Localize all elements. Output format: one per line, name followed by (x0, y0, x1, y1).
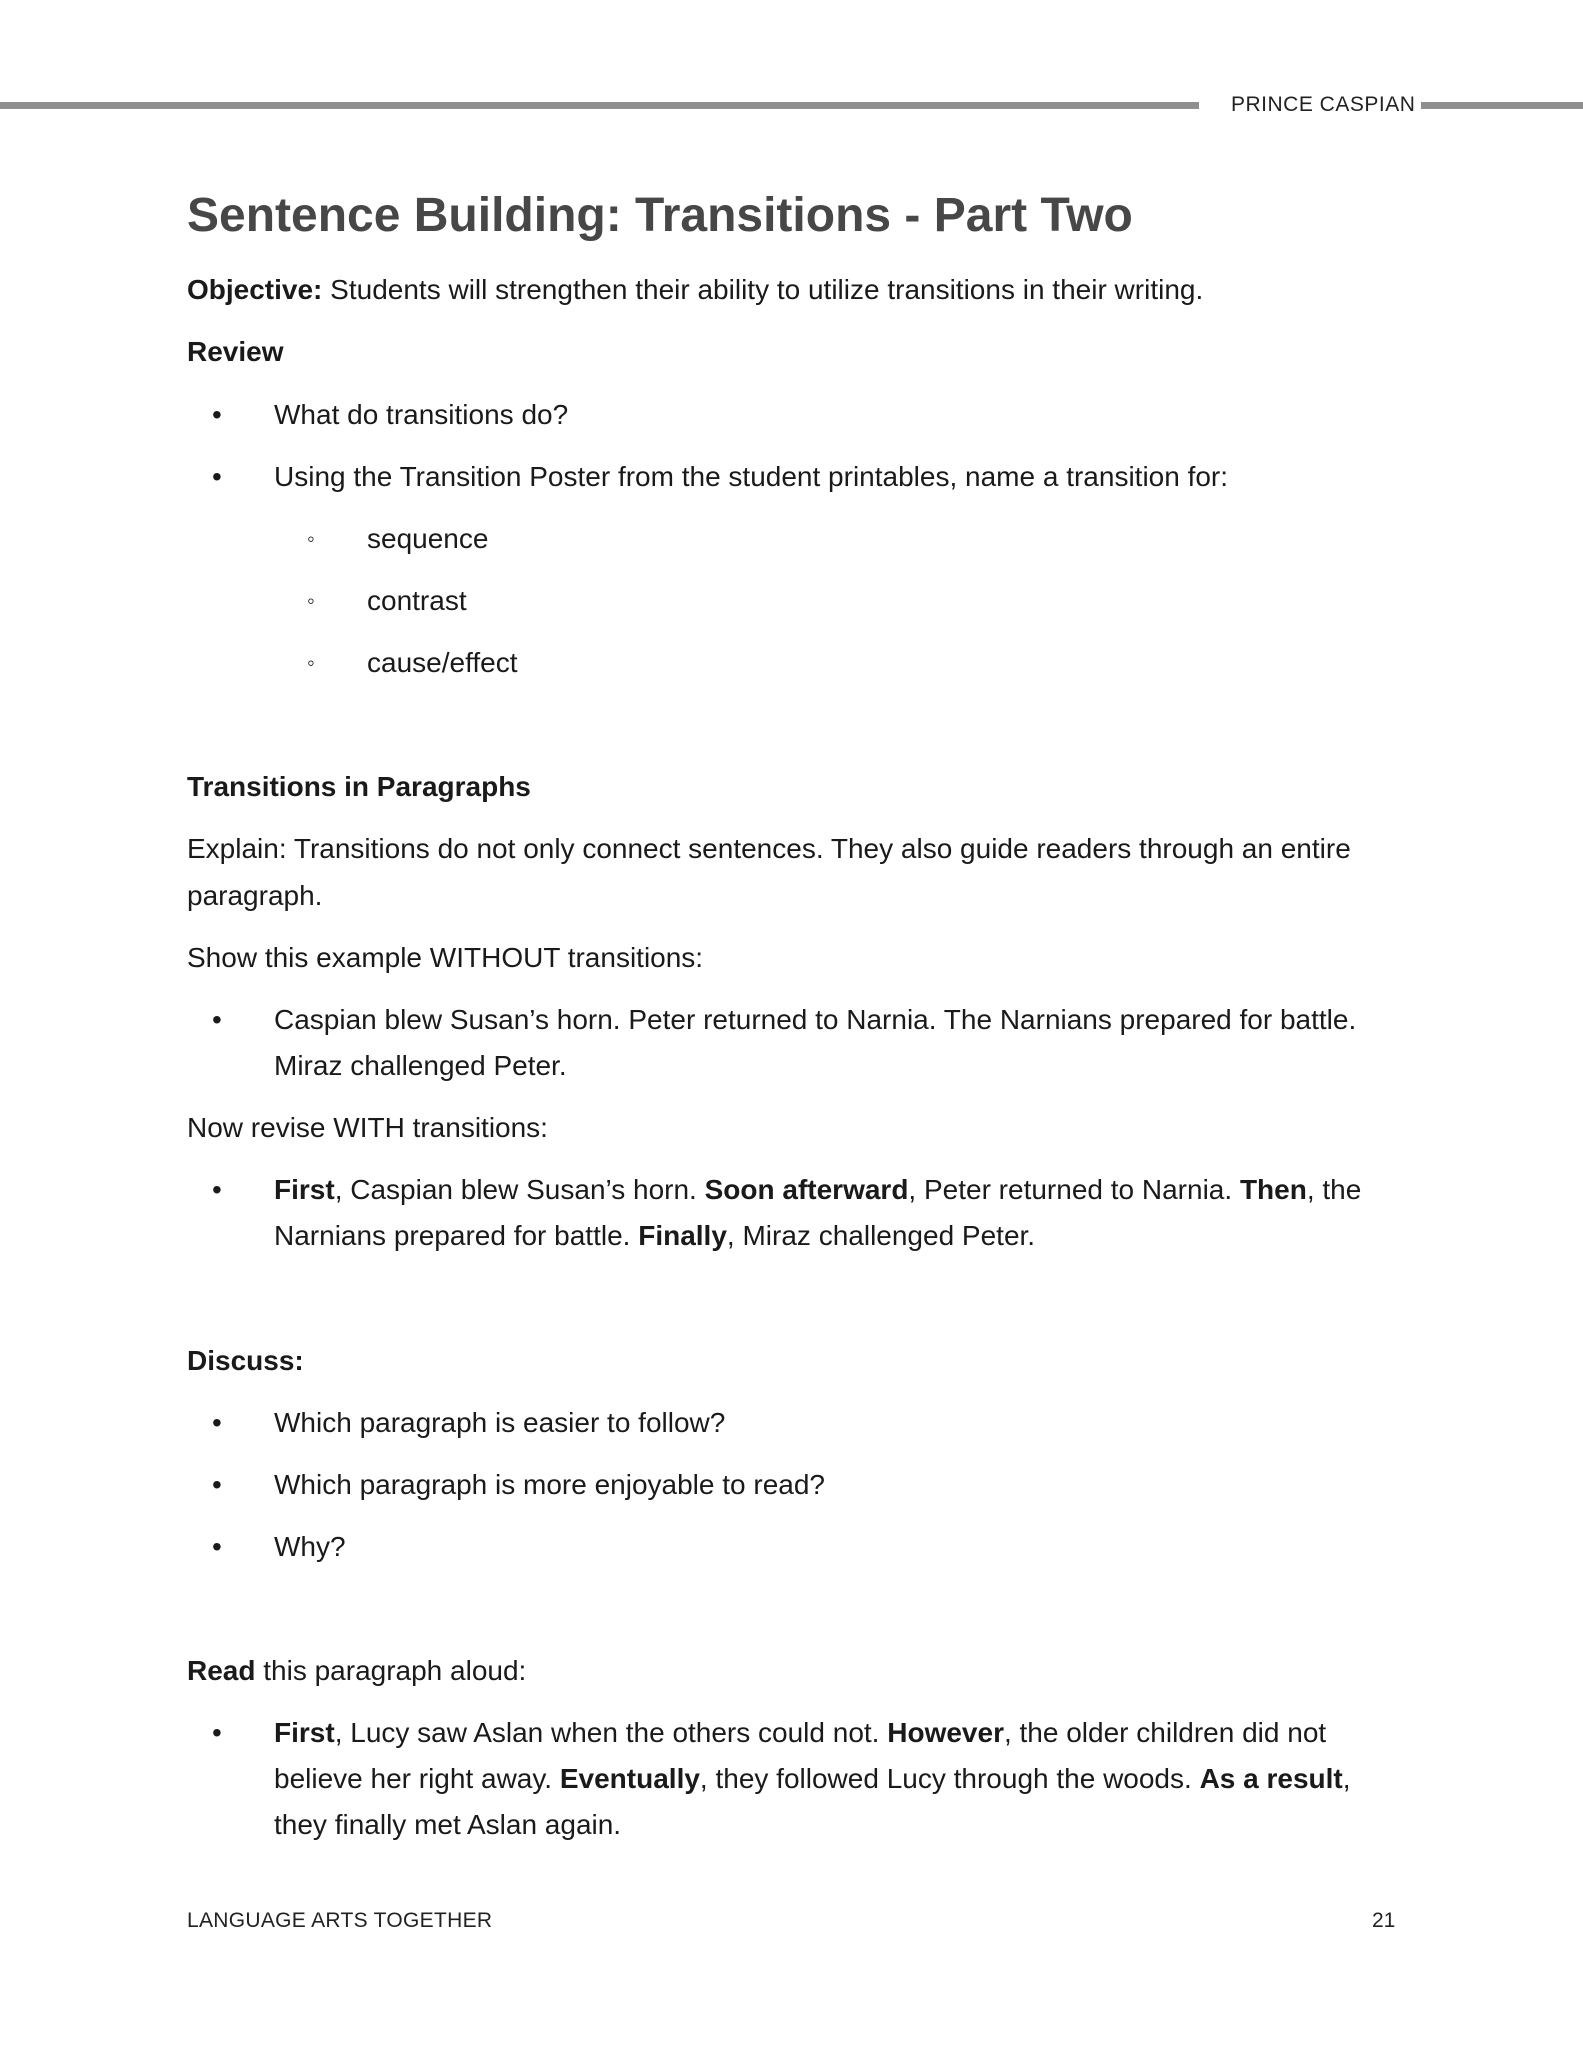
read-paragraph-line-2 (274, 1756, 1399, 1802)
show-without-line: Show this example WITHOUT transitions: (187, 942, 704, 973)
bullet-marker: • (212, 399, 222, 430)
discuss-heading: Discuss: (187, 1345, 304, 1376)
with-example (274, 1167, 1399, 1259)
bullet-marker: • (212, 1004, 222, 1035)
review-sub-item: contrast (367, 585, 467, 616)
read-text: this paragraph aloud: (255, 1655, 527, 1686)
review-sub-item: sequence (367, 523, 489, 554)
transition-word: First (274, 1174, 335, 1205)
paragraphs-heading: Transitions in Paragraphs (187, 771, 531, 802)
review-bullet-1: What do transitions do? (274, 399, 569, 430)
transition-word: First (274, 1717, 335, 1748)
example-text: , (1342, 1763, 1351, 1794)
without-example-line-1: Caspian blew Susan’s horn. Peter returned to Narnia. The Narnians prepared for battle. (274, 1004, 1357, 1035)
header-rule-right (1421, 102, 1583, 109)
discuss-item: Which paragraph is easier to follow? (274, 1407, 726, 1438)
read-paragraph-line-3: they finally met Aslan again. (274, 1809, 622, 1840)
header-rule-left (0, 102, 1199, 109)
example-text: , Lucy saw Aslan when the others could not. (334, 1717, 888, 1748)
objective-label: Objective: (187, 274, 323, 305)
example-text: Narnians prepared for battle. (274, 1220, 639, 1251)
example-text: believe her right away. (274, 1763, 560, 1794)
bullet-marker: • (212, 1174, 222, 1205)
example-text: , the (1306, 1174, 1362, 1205)
transition-word: Eventually (559, 1763, 700, 1794)
review-bullet-2: Using the Transition Poster from the student printables, name a transition for: (274, 461, 1229, 492)
objective-line (187, 267, 1203, 313)
explain-line-2: paragraph. (187, 880, 323, 911)
read-aloud-line (187, 1648, 526, 1694)
sub-bullet-marker: ◦ (307, 526, 315, 551)
transition-word: However (887, 1717, 1004, 1748)
example-text: , Peter returned to Narnia. (908, 1174, 1240, 1205)
transition-word: Then (1239, 1174, 1307, 1205)
bullet-marker: • (212, 1531, 222, 1562)
header-book-title: PRINCE CASPIAN (1231, 93, 1416, 116)
review-heading: Review (187, 336, 284, 367)
revise-with-line: Now revise WITH transitions: (187, 1112, 548, 1143)
read-paragraph-line-1 (274, 1710, 1399, 1756)
bullet-marker: • (212, 1407, 222, 1438)
example-text: , Caspian blew Susan’s horn. (334, 1174, 705, 1205)
sub-bullet-marker: ◦ (307, 588, 315, 613)
read-aloud-paragraph (274, 1710, 1399, 1848)
transition-word: Finally (638, 1220, 727, 1251)
discuss-item: Why? (274, 1531, 346, 1562)
example-text: , the older children did not (1003, 1717, 1327, 1748)
with-example-line-1 (274, 1167, 1399, 1213)
discuss-item: Which paragraph is more enjoyable to read? (274, 1469, 825, 1500)
example-text: , they followed Lucy through the woods. (699, 1763, 1200, 1794)
without-example (274, 997, 1399, 1089)
explain-line-1: Explain: Transitions do not only connect sentences. They also guide readers through an entire (187, 833, 1351, 864)
page-title: Sentence Building: Transitions - Part Two (187, 189, 1133, 242)
page-number: 21 (1372, 1909, 1396, 1932)
sub-bullet-marker: ◦ (307, 650, 315, 675)
bullet-marker: • (212, 461, 222, 492)
transition-word: As a result (1199, 1763, 1343, 1794)
bullet-marker: • (212, 1469, 222, 1500)
bullet-marker: • (212, 1717, 222, 1748)
objective-text: Students will strengthen their ability to utilize transitions in their writing. (322, 274, 1204, 305)
example-text: , Miraz challenged Peter. (726, 1220, 1036, 1251)
read-label: Read (187, 1655, 256, 1686)
without-example-line-2: Miraz challenged Peter. (274, 1050, 567, 1081)
review-sub-item: cause/effect (367, 647, 518, 678)
with-example-line-2 (274, 1213, 1399, 1259)
footer-book-series: LANGUAGE ARTS TOGETHER (187, 1909, 493, 1932)
transition-word: Soon afterward (704, 1174, 909, 1205)
